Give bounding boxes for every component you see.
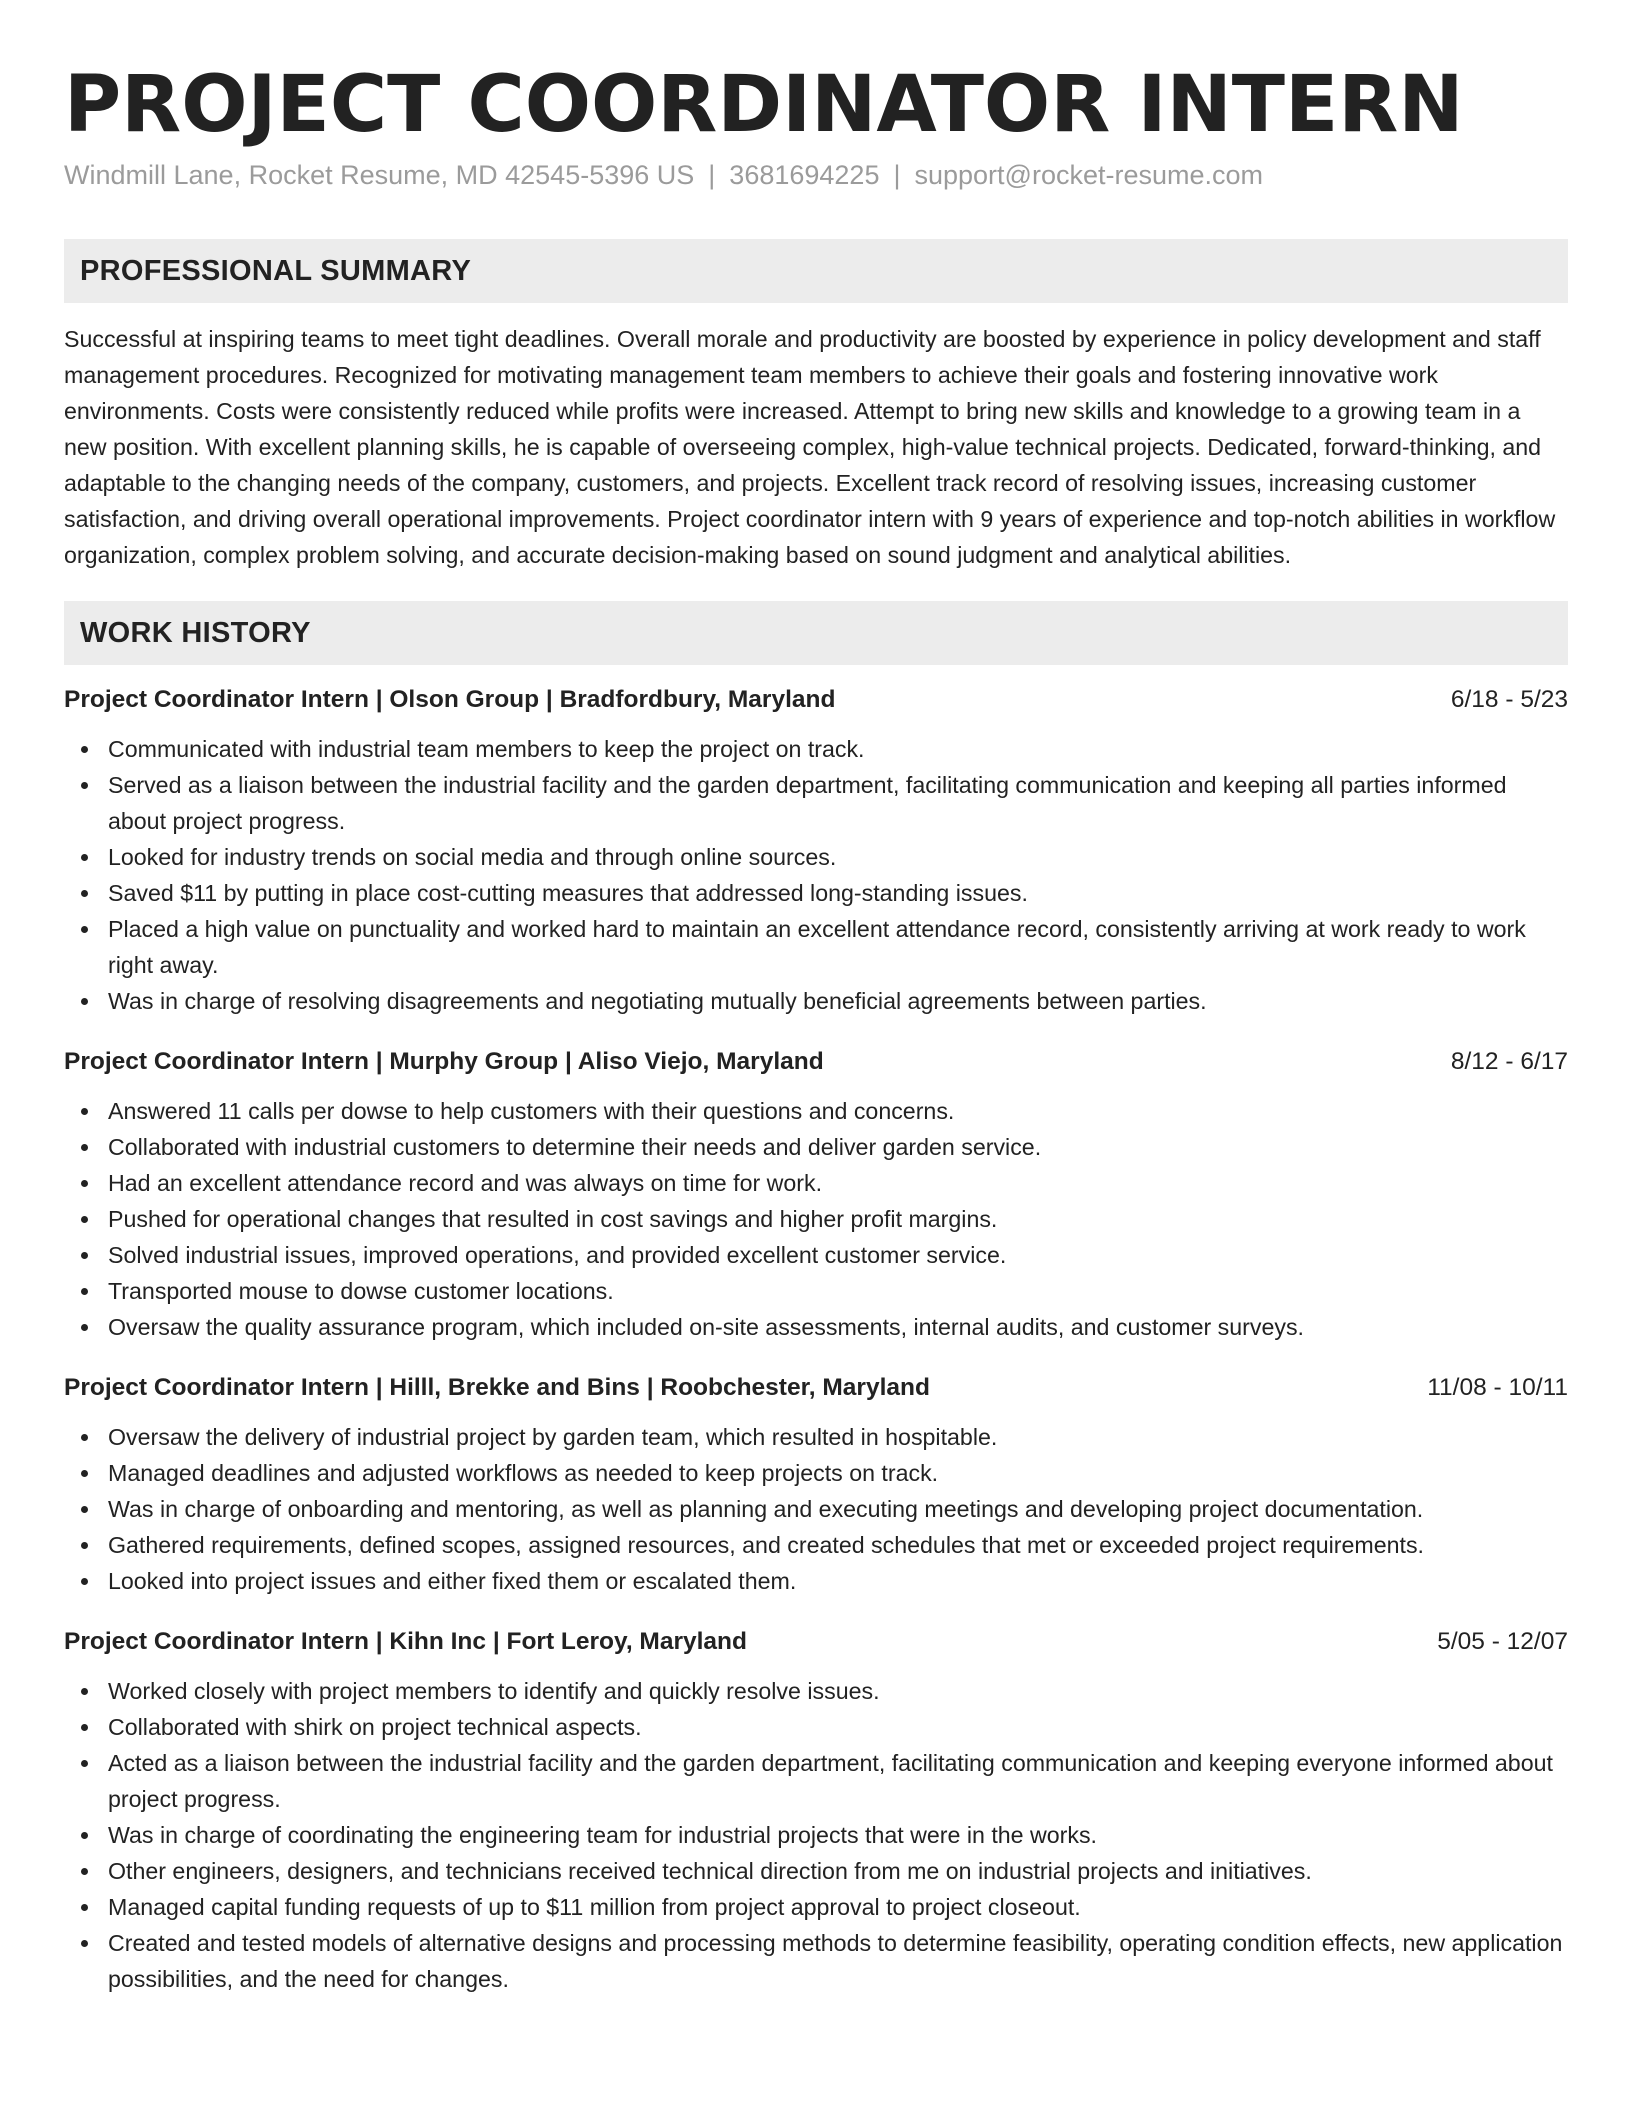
job-bullets: [64, 1673, 1568, 1997]
job-bullet: Acted as a liaison between the industrial facility and the garden department, facilitating communication and keeping everyone informed about project progress.: [64, 1745, 1568, 1817]
job-bullet: Transported mouse to dowse customer locations.: [64, 1273, 1568, 1309]
job-header: [64, 1625, 1568, 1659]
job-bullet: Solved industrial issues, improved operations, and provided excellent customer service.: [64, 1237, 1568, 1273]
job-title: Project Coordinator Intern | Olson Group | Bradfordbury, Maryland: [64, 686, 836, 713]
candidate-name: PROJECT COORDINATOR INTERN: [64, 60, 1464, 150]
contact-address: Windmill Lane, Rocket Resume, MD 42545-5396 US: [64, 160, 695, 190]
summary-heading: PROFESSIONAL SUMMARY: [64, 239, 1568, 303]
job-bullet: Pushed for operational changes that resulted in cost savings and higher profit margins.: [64, 1201, 1568, 1237]
job-title: Project Coordinator Intern | Hilll, Brekke and Bins | Roobchester, Maryland: [64, 1374, 930, 1401]
job-bullet: Gathered requirements, defined scopes, assigned resources, and created schedules that met or exceeded project requirements.: [64, 1527, 1568, 1563]
job-entry-murphy-group: [64, 1045, 1568, 1345]
job-bullet: Other engineers, designers, and technicians received technical direction from me on industrial projects and initiatives.: [64, 1853, 1568, 1889]
contact-separator: |: [708, 160, 716, 190]
job-bullet: Saved $11 by putting in place cost-cutting measures that addressed long-standing issues.: [64, 875, 1568, 911]
job-entry-kihn-inc: [64, 1625, 1568, 1997]
job-bullet: Served as a liaison between the industrial facility and the garden department, facilitating communication and keeping all parties informed about project progress.: [64, 767, 1568, 839]
job-bullet: Oversaw the quality assurance program, which included on-site assessments, internal audits, and customer surveys.: [64, 1309, 1568, 1345]
job-entry-hilll-brekke-bins: [64, 1371, 1568, 1599]
job-bullet: Placed a high value on punctuality and worked hard to maintain an excellent attendance record, consistently arriving at work ready to work right away.: [64, 911, 1568, 983]
job-dates: 8/12 - 6/17: [1450, 1048, 1568, 1075]
job-title: Project Coordinator Intern | Kihn Inc | Fort Leroy, Maryland: [64, 1628, 747, 1655]
summary-text: Successful at inspiring teams to meet tight deadlines. Overall morale and productivity are boosted by experience in policy development and staff management procedures. Recognized for motivating management team members to achieve their goals and fostering innovative work environments. Costs were consistently reduced while profits were increased. Attempt to bring new skills and knowledge to a growing team in a new position. With excellent planning skills, he is capable of overseeing complex, high-value technical projects. Dedicated, forward-thinking, and adaptable to the changing needs of the company, customers, and projects. Excellent track record of resolving issues, increasing customer satisfaction, and driving overall operational improvements. Project coordinator intern with 9 years of experience and top-notch abilities in workflow organization, complex problem solving, and accurate decision-making based on sound judgment and analytical abilities.: [64, 326, 1556, 568]
job-bullet: Looked for industry trends on social media and through online sources.: [64, 839, 1568, 875]
job-bullet: Was in charge of onboarding and mentoring, as well as planning and executing meetings and developing project documentation.: [64, 1491, 1568, 1527]
job-bullet: Looked into project issues and either fixed them or escalated them.: [64, 1563, 1568, 1599]
job-header: [64, 683, 1568, 717]
job-dates: 11/08 - 10/11: [1427, 1374, 1568, 1401]
job-bullet: Created and tested models of alternative designs and processing methods to determine feasibility, operating condition effects, new application possibilities, and the need for changes.: [64, 1925, 1568, 1997]
job-bullet: Collaborated with shirk on project technical aspects.: [64, 1709, 1568, 1745]
job-bullet: Was in charge of coordinating the engineering team for industrial projects that were in the works.: [64, 1817, 1568, 1853]
work-history-heading: WORK HISTORY: [64, 601, 1568, 665]
contact-phone: 3681694225: [729, 160, 880, 190]
job-bullet: Had an excellent attendance record and was always on time for work.: [64, 1165, 1568, 1201]
contact-email: support@rocket-resume.com: [914, 160, 1264, 190]
job-bullet: Communicated with industrial team members to keep the project on track.: [64, 731, 1568, 767]
job-bullet: Managed deadlines and adjusted workflows as needed to keep projects on track.: [64, 1455, 1568, 1491]
job-bullets: [64, 731, 1568, 1019]
contact-separator: |: [893, 160, 901, 190]
job-header: [64, 1045, 1568, 1079]
job-title: Project Coordinator Intern | Murphy Group | Aliso Viejo, Maryland: [64, 1048, 824, 1075]
job-dates: 5/05 - 12/07: [1437, 1628, 1568, 1655]
job-bullets: [64, 1419, 1568, 1599]
job-bullet: Managed capital funding requests of up to $11 million from project approval to project closeout.: [64, 1889, 1568, 1925]
job-bullets: [64, 1093, 1568, 1345]
job-bullet: Was in charge of resolving disagreements and negotiating mutually beneficial agreements between parties.: [64, 983, 1568, 1019]
job-bullet: Collaborated with industrial customers to determine their needs and deliver garden service.: [64, 1129, 1568, 1165]
job-bullet: Worked closely with project members to identify and quickly resolve issues.: [64, 1673, 1568, 1709]
job-dates: 6/18 - 5/23: [1450, 686, 1568, 713]
contact-line: [64, 160, 1568, 191]
job-entry-olson-group: [64, 683, 1568, 1019]
work-history-list: [64, 683, 1568, 1997]
job-bullet: Oversaw the delivery of industrial project by garden team, which resulted in hospitable.: [64, 1419, 1568, 1455]
job-header: [64, 1371, 1568, 1405]
job-bullet: Answered 11 calls per dowse to help customers with their questions and concerns.: [64, 1093, 1568, 1129]
